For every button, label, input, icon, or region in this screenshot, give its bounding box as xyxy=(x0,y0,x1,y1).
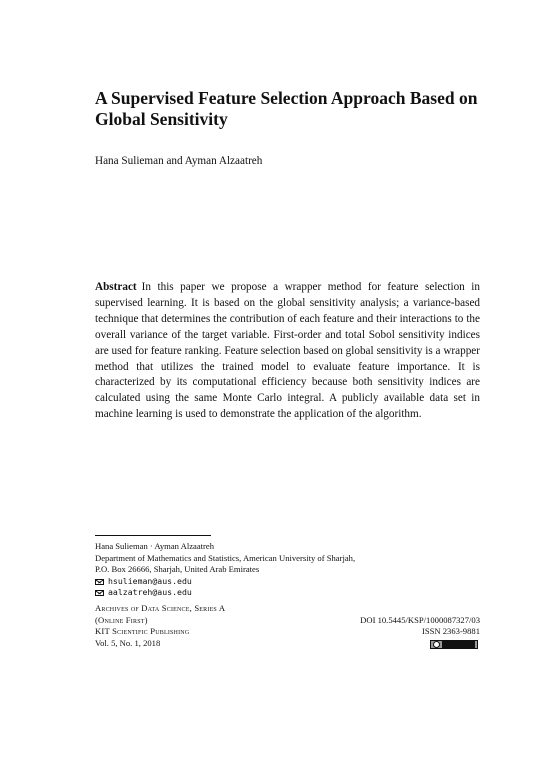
envelope-icon xyxy=(95,579,104,585)
volume-info: Vol. 5, No. 1, 2018 xyxy=(95,637,161,648)
footnote-department: Department of Mathematics and Statistics, American University of Sharjah, xyxy=(95,552,356,563)
paper-title: A Supervised Feature Selection Approach Based on Global Sensitivity xyxy=(95,88,478,129)
email-link-1[interactable]: hsulieman@aus.edu xyxy=(108,575,192,586)
cc-by-sa-license-icon xyxy=(430,640,478,649)
doi-text: DOI 10.5445/KSP/1000087327/03 xyxy=(360,614,480,625)
author-affiliation xyxy=(95,541,485,599)
footnote-email-row-1 xyxy=(95,576,485,588)
pub-row-journal xyxy=(95,603,480,615)
pub-row-publisher xyxy=(95,626,480,638)
abstract-text: In this paper we propose a wrapper method for feature selection in supervised learning. It is based on the global sensitivity analysis; a variance-based technique that determines the contribution of each feature and their interactions to the overall variance of the target variable. First-order and total Sobol sensitivity indices are used for feature ranking. Feature selection based on global sensitivity is a wrapper method that utilizes the trained model to evaluate feature importance. It is characterized by its computational efficiency because both sensitivity indices are calculated using the same Monte Carlo integral. A publicly available data set in machine learning is used to demonstrate the application of the algorithm. xyxy=(95,281,480,421)
journal-name: Archives of Data Science, Series A xyxy=(95,603,226,613)
cc-by-sa-badge-icon xyxy=(442,641,475,648)
edition-label: (Online First) xyxy=(95,614,148,625)
footnote-email-row-2 xyxy=(95,587,485,599)
footnote-author-names: Hana Sulieman · Ayman Alzaatreh xyxy=(95,541,215,551)
abstract-label: Abstract xyxy=(95,281,137,293)
pub-row-edition xyxy=(95,615,480,627)
paper-authors: Hana Sulieman and Ayman Alzaatreh xyxy=(95,155,263,167)
publisher-name: KIT Scientific Publishing xyxy=(95,626,190,637)
abstract xyxy=(95,280,480,423)
issn-text: ISSN 2363-9881 xyxy=(421,626,480,637)
footnote-rule xyxy=(95,535,211,536)
pub-row-volume xyxy=(95,638,480,650)
publication-info xyxy=(95,603,480,649)
footnote-address: P.O. Box 26666, Sharjah, United Arab Emirates xyxy=(95,564,260,575)
envelope-icon xyxy=(95,590,104,596)
email-link-2[interactable]: aalzatreh@aus.edu xyxy=(108,587,192,598)
cc-circle-icon xyxy=(433,641,440,648)
